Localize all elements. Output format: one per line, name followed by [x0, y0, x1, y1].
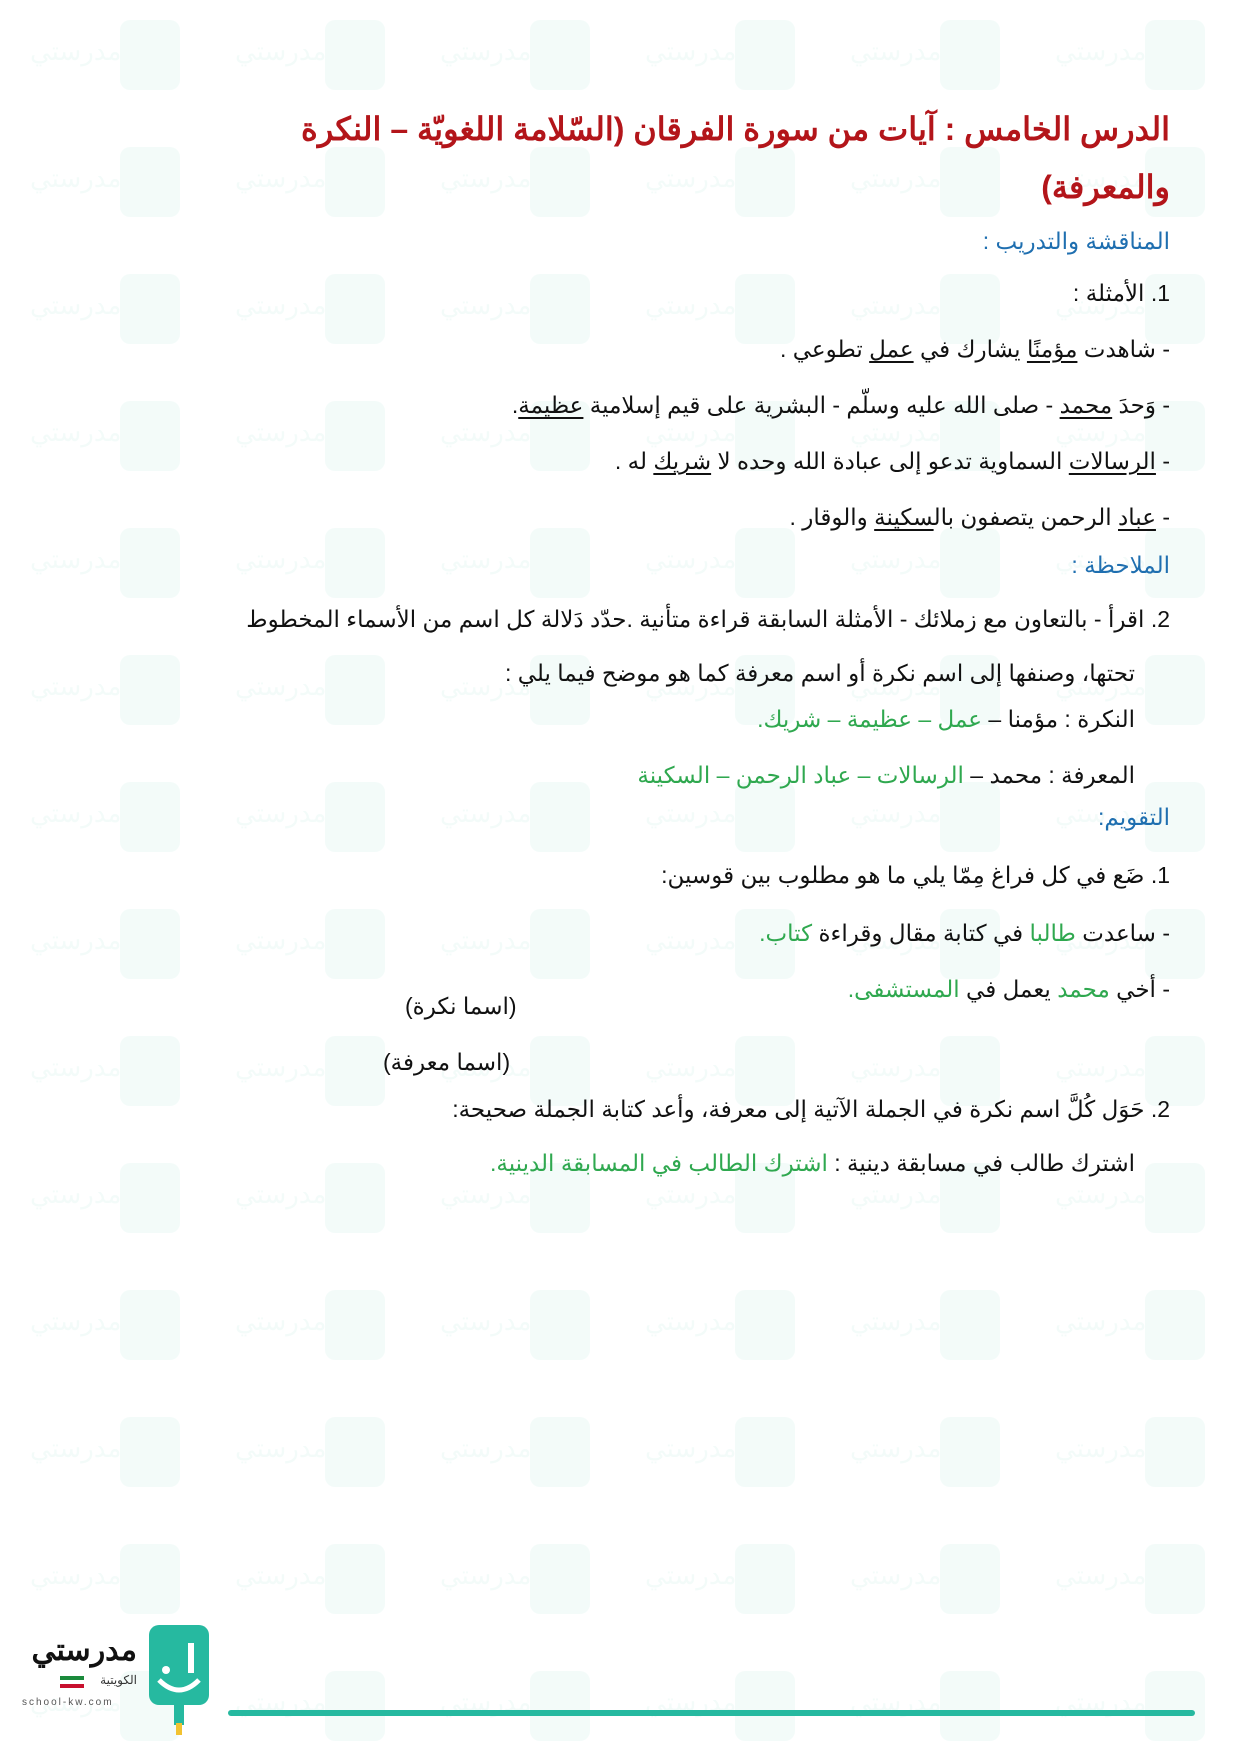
text: والوقار .: [789, 504, 875, 530]
q2-sentence-row: [115, 1148, 1135, 1178]
logo-country: الكويتية: [100, 1673, 137, 1687]
text: - صلى الله عليه وسلّم - البشرية على قيم إسلامية: [583, 392, 1060, 418]
answer: المستشفى.: [847, 976, 960, 1002]
q2-number: 2.: [1150, 1096, 1170, 1122]
underlined-noun: سكينة: [874, 504, 934, 530]
q1-item-a: [115, 918, 1170, 948]
underlined-noun: الرسالات: [1068, 448, 1156, 474]
example-sentence-2: [115, 390, 1170, 420]
examples-number: 1.: [1150, 280, 1170, 306]
text: السماوية تدعو إلى عبادة الله وحده لا: [711, 448, 1069, 474]
note-heading: الملاحظة :: [1071, 552, 1170, 578]
answer: كتاب.: [759, 920, 813, 946]
text: تطوعي .: [779, 336, 870, 362]
text: - ساعدت: [1075, 920, 1170, 946]
logo-name: مدرستي: [31, 1634, 137, 1667]
q1-hint-b: (اسما معرفة): [383, 1049, 511, 1075]
text: يشارك في: [913, 336, 1027, 362]
definite-label: المعرفة : محمد –: [963, 762, 1135, 788]
text: في كتابة مقال وقراءة: [812, 920, 1030, 946]
definite-answer: الرسالات – عباد الرحمن – السكينة: [637, 762, 964, 788]
examples-label: [115, 278, 1170, 308]
lesson-title-line2: والمعرفة): [1041, 169, 1170, 205]
q1-number: 1.: [1150, 862, 1170, 888]
indefinite-label: النكرة : مؤمنا –: [982, 706, 1135, 732]
examples-label-text: الأمثلة :: [1072, 280, 1145, 306]
underlined-noun: عمل: [869, 336, 914, 362]
indefinite-answer: عمل – عظيمة – شريك.: [757, 706, 982, 732]
q1-item-b: [115, 974, 1170, 1004]
text: .: [511, 392, 519, 418]
text: له .: [614, 448, 654, 474]
note-number: 2.: [1150, 606, 1170, 632]
discussion-heading: المناقشة والتدريب :: [982, 228, 1170, 254]
q1-text: ضَع في كل فراغ مِمّا يلي ما هو مطلوب بين قوسين:: [661, 862, 1145, 888]
example-sentence-3: [115, 446, 1170, 476]
text: -: [1155, 504, 1170, 530]
indefinite-row: [115, 704, 1135, 734]
text: يعمل في: [959, 976, 1058, 1002]
underlined-noun: شريك: [653, 448, 712, 474]
answer: طالبا: [1029, 920, 1076, 946]
example-sentence-1: [115, 334, 1170, 364]
q2-instruction: [115, 1094, 1170, 1124]
note-text-1: اقرأ - بالتعاون مع زملائك - الأمثلة السابقة قراءة متأنية .حدّد دَلالة كل اسم من الأسماء المخطوط: [246, 606, 1145, 632]
note-line-1: [115, 604, 1170, 634]
example-sentence-4: [115, 502, 1170, 532]
underlined-noun: عباد: [1118, 504, 1156, 530]
underlined-noun: مؤمنًا: [1026, 336, 1078, 362]
q2-sentence: اشترك طالب في مسابقة دينية :: [827, 1150, 1135, 1176]
q1-hint-a: (اسما نكرة): [405, 993, 517, 1019]
q2-text: حَوَل كُلَّ اسم نكرة في الجملة الآتية إلى معرفة، وأعد كتابة الجملة صحيحة:: [452, 1096, 1145, 1122]
logo-mark-icon: [144, 1625, 214, 1735]
footer-divider: [228, 1710, 1195, 1716]
definite-row: [115, 760, 1135, 790]
lesson-title-line1: الدرس الخامس : آيات من سورة الفرقان (السّلامة اللغويّة – النكرة: [301, 111, 1170, 147]
answer: محمد: [1057, 976, 1110, 1002]
kuwait-flag-icon: [60, 1676, 84, 1688]
text: - وَحدَ: [1112, 392, 1170, 418]
note-line-2: تحتها، وصنفها إلى اسم نكرة أو اسم معرفة كما هو موضح فيما يلي :: [504, 660, 1135, 686]
underlined-noun: محمد: [1059, 392, 1113, 418]
text: - شاهدت: [1077, 336, 1170, 362]
lesson-page: [115, 100, 1170, 1178]
q2-answer: اشترك الطالب في المسابقة الدينية.: [489, 1150, 828, 1176]
text: - أخي: [1109, 976, 1170, 1002]
q1-instruction: [115, 860, 1170, 890]
site-logo: [22, 1625, 217, 1735]
evaluation-heading: التقويم:: [1098, 804, 1170, 830]
logo-site: school-kw.com: [22, 1697, 114, 1708]
text: الرحمن يتصفون بال: [933, 504, 1119, 530]
text: -: [1155, 448, 1170, 474]
underlined-noun: عظيمة: [518, 392, 584, 418]
